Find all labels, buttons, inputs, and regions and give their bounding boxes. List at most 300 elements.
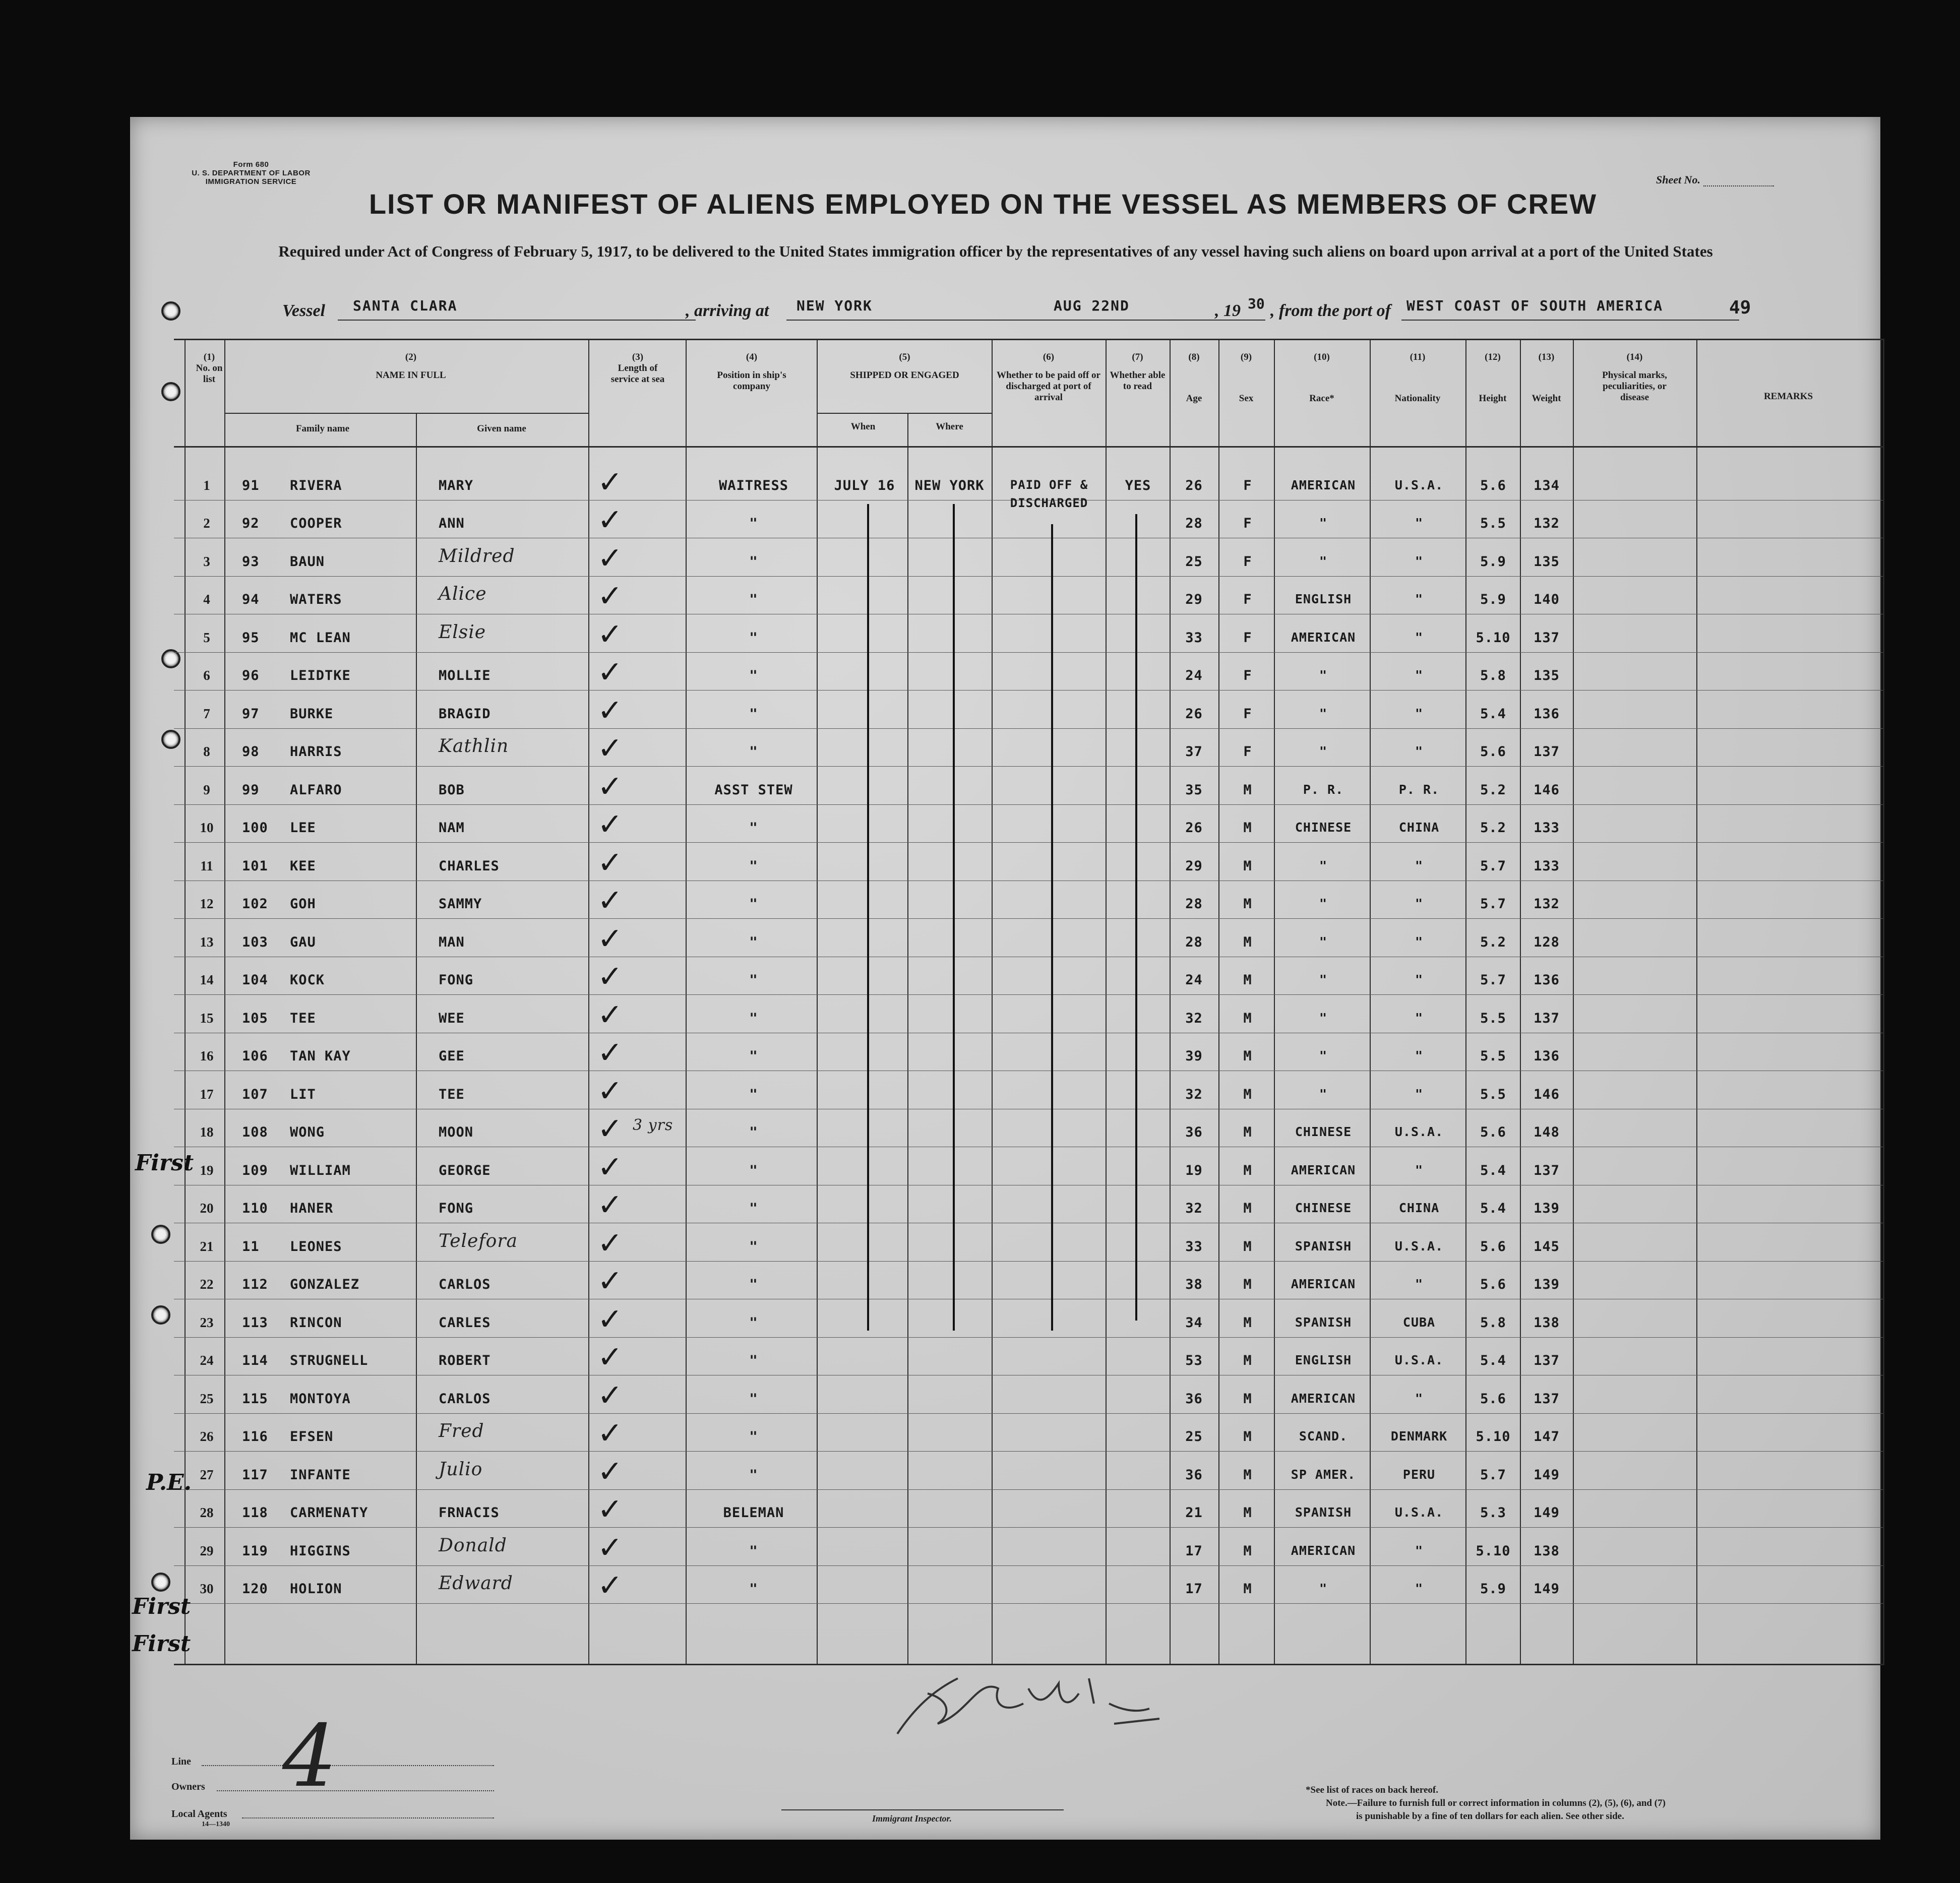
family-name: WATERS [290,592,342,607]
col-line [1106,340,1107,1664]
row-line-number: 6 [203,668,210,683]
given-name: MOLLIE [439,668,491,683]
nationality: " [1415,630,1424,645]
race: AMERICAN [1291,1391,1356,1406]
height: 5.7 [1480,858,1506,874]
service-check-icon: ✓ [597,579,624,614]
height: 5.4 [1480,1353,1506,1368]
col14-label: Physical marks, peculiarities, or disease [1602,370,1667,403]
page-subtitle: Required under Act of Congress of February 5, 1917, to be delivered to the United States immigration officer by the representatives of any vessel having such aliens on board upon arrival at a port of the United States [278,242,1713,260]
row-line-number: 3 [203,553,210,569]
height: 5.6 [1480,744,1506,760]
service-check-icon: ✓ [597,540,624,576]
service-check-icon: ✓ [597,1492,624,1527]
service-check-icon: ✓ [597,1416,624,1451]
height: 5.2 [1480,820,1506,836]
family-name: KEE [290,858,316,874]
col2-header [229,352,592,381]
family-name: GOH [290,896,316,912]
row-rule [174,1489,1883,1490]
family-name: LEIDTKE [290,668,351,683]
col-line [1170,340,1171,1664]
nationality: DENMARK [1390,1429,1448,1443]
given-name: Fred [439,1421,484,1441]
col11-num: (11) [1410,352,1426,362]
margin-note-30: First [132,1631,191,1657]
service-check-icon: ✓ [597,1111,624,1147]
given-name: BRAGID [439,706,491,722]
list-number: 98 [242,744,260,760]
weight: 137 [1534,1162,1560,1178]
height: 5.5 [1480,1048,1506,1064]
position: " [749,516,758,531]
service-check-icon: ✓ [597,464,624,500]
weight: 145 [1534,1238,1560,1254]
race: " [1319,1048,1328,1063]
given-name: MARY [439,477,474,493]
row-rule [174,1337,1883,1338]
sex: M [1243,782,1252,798]
sex: M [1243,1162,1252,1178]
family-name: BAUN [290,553,325,570]
sex: F [1243,592,1252,607]
sex: F [1243,630,1252,646]
race: SPANISH [1295,1505,1352,1520]
list-number: 113 [242,1314,268,1331]
paid-off-2: DISCHARGED [1010,495,1088,510]
sex: F [1243,706,1252,722]
list-number: 102 [242,896,268,912]
sheet-number-line [1703,175,1774,186]
sex: F [1243,744,1252,760]
age: 36 [1185,1124,1203,1140]
footer-form-code: 14—1340 [202,1821,230,1828]
weight: 137 [1534,630,1560,646]
col6-header [992,352,1106,403]
list-number: 115 [242,1391,268,1407]
row-line-number: 20 [200,1201,214,1216]
given-name: MAN [439,934,465,950]
col8-num: (8) [1188,352,1200,362]
list-number: 110 [242,1201,268,1216]
ditto-line-when [867,504,869,1331]
list-number: 112 [242,1277,268,1292]
col2b-label: Given name [477,423,526,434]
row-line-number: 24 [200,1353,214,1368]
height: 5.5 [1480,1086,1506,1102]
nationality: U.S.A. [1394,1505,1444,1520]
service-check-icon: ✓ [597,1187,624,1223]
col6-num: (6) [1043,352,1055,362]
footer-agents-label: Local Agents [171,1808,227,1819]
service-check-icon: ✓ [597,1149,624,1185]
given-name: WEE [439,1010,465,1026]
family-name: EFSEN [290,1429,334,1445]
row-rule [174,576,1883,577]
arriving-label: , arriving at [686,301,769,320]
family-name: LIT [290,1086,316,1102]
given-name: FONG [439,1201,474,1216]
race: " [1319,972,1328,987]
weight: 149 [1534,1581,1560,1597]
race: AMERICAN [1291,477,1356,492]
row-line-number: 15 [200,1010,214,1026]
age: 24 [1185,668,1203,683]
list-number: 95 [242,630,260,646]
height: 5.7 [1480,896,1506,912]
nationality: " [1415,516,1424,530]
service-length: 3 yrs [633,1116,673,1134]
inspector-signature [877,1658,1200,1759]
nationality: U.S.A. [1394,1238,1444,1253]
given-name: ROBERT [439,1353,491,1368]
position: " [749,1086,758,1102]
height: 5.8 [1480,668,1506,683]
row-line-number: 28 [200,1505,214,1520]
sex: F [1243,668,1252,683]
sex: M [1243,1505,1252,1521]
page-title: LIST OR MANIFEST OF ALIENS EMPLOYED ON THE VESSEL AS MEMBERS OF CREW [369,188,1598,220]
punch-hole [151,1573,170,1592]
year: 30 [1248,295,1265,312]
nationality: CUBA [1402,1314,1436,1330]
family-name: KOCK [290,972,325,988]
nationality: " [1415,1048,1424,1063]
col3-label: Length of service at sea [610,363,665,385]
service-check-icon: ✓ [597,1568,624,1603]
row-line-number: 2 [203,516,210,531]
list-number: 118 [242,1505,268,1521]
nationality: " [1415,706,1424,721]
position: BELEMAN [723,1505,784,1521]
col-line [817,340,818,1664]
col12-label: Height [1479,393,1507,404]
col2-label: NAME IN FULL [376,370,446,381]
from-port: WEST COAST OF SOUTH AMERICA [1401,297,1739,321]
age: 32 [1185,1201,1203,1216]
nationality: " [1415,1277,1424,1291]
col7-num: (7) [1132,352,1143,362]
position: " [749,668,758,683]
age: 26 [1185,706,1203,722]
arriving-port: NEW YORK [786,297,998,321]
given-name: CARLOS [439,1391,491,1407]
race: ENGLISH [1295,1353,1352,1367]
col4-header [687,352,817,392]
service-check-icon: ✓ [597,1225,624,1261]
margin-note-29: First [132,1594,191,1619]
col-line [588,340,589,1664]
nationality: CHINA [1398,820,1440,835]
nationality: " [1415,1581,1424,1596]
sex: M [1243,1010,1252,1026]
height: 5.7 [1480,1467,1506,1483]
weight: 128 [1534,934,1560,950]
nationality: " [1415,592,1424,606]
height: 5.2 [1480,782,1506,798]
col5-num: (5) [899,352,910,362]
position: " [749,1277,758,1292]
position: " [749,934,758,950]
race: SCAND. [1299,1429,1348,1443]
family-name: COOPER [290,516,342,531]
given-name: Donald [439,1535,507,1556]
row-line-number: 19 [200,1162,214,1178]
col-line [1465,340,1466,1664]
family-name: GAU [290,934,316,950]
position: " [749,1238,758,1254]
race: SPANISH [1295,1238,1352,1253]
weight: 139 [1534,1201,1560,1216]
weight: 135 [1534,553,1560,570]
race: " [1319,934,1328,949]
col8-label: Age [1186,393,1202,404]
race: CHINESE [1295,1201,1352,1215]
position: " [749,1581,758,1597]
nationality: " [1415,1010,1424,1025]
position: " [749,1429,758,1445]
age: 28 [1185,516,1203,531]
list-number: 96 [242,668,260,683]
given-name: CARLES [439,1314,491,1331]
race: P. R. [1303,782,1344,797]
name-subheader-line [224,413,588,414]
position: " [749,744,758,760]
row-line-number: 27 [200,1467,214,1482]
age: 34 [1185,1314,1203,1331]
race: " [1319,553,1328,569]
col10-header [1274,352,1370,404]
col-line [1520,340,1521,1664]
race: " [1319,668,1328,682]
row-rule [174,728,1883,729]
given-name: Alice [439,584,487,604]
nationality: U.S.A. [1394,1353,1444,1367]
col13-label: Weight [1532,393,1561,404]
age: 39 [1185,1048,1203,1064]
given-name: FRNACIS [439,1505,500,1521]
height: 5.5 [1480,1010,1506,1026]
row-line-number: 8 [203,744,210,759]
footer-handwritten-mark: 4 [282,1707,337,1806]
sex: M [1243,1353,1252,1368]
arrival-date: AUG 22ND [998,297,1265,321]
form-identifier [175,160,327,186]
given-name: ANN [439,516,465,531]
weight: 139 [1534,1277,1560,1292]
race: " [1319,516,1328,530]
position: " [749,1201,758,1216]
col2-num: (2) [405,352,417,362]
col-line [907,413,908,1664]
row-rule [174,1261,1883,1262]
height: 5.6 [1480,1391,1506,1407]
row-line-number: 9 [203,782,210,797]
family-name: HOLION [290,1581,342,1597]
given-name: Mildred [439,545,515,567]
list-number: 99 [242,782,260,798]
row-rule [174,1527,1883,1528]
col10-label: Race* [1309,393,1334,404]
position: " [749,1162,758,1178]
punch-hole [151,1225,170,1244]
form-number: Form 680 [233,160,269,169]
page-number: 49 [1729,297,1751,318]
col2a-label: Family name [295,423,350,434]
service-check-icon: ✓ [597,1073,624,1109]
service-check-icon: ✓ [597,1264,624,1299]
col-line [224,340,225,1664]
height: 5.6 [1480,1124,1506,1140]
service-check-icon: ✓ [597,1454,624,1489]
penalty-note-1: Note.—Failure to furnish full or correct information in columns (2), (5), (6), and (7) [1326,1798,1666,1808]
service-check-icon: ✓ [597,845,624,881]
weight: 137 [1534,1353,1560,1368]
weight: 138 [1534,1314,1560,1331]
col5a-label: When [850,421,876,432]
races-note: *See list of races on back hereof. [1306,1785,1438,1795]
row-line-number: 1 [203,477,210,493]
family-name: TAN KAY [290,1048,351,1064]
race: CHINESE [1295,820,1352,835]
race: AMERICAN [1291,1543,1356,1558]
row-line-number: 13 [200,934,214,950]
list-number: 109 [242,1162,268,1178]
height: 5.4 [1480,706,1506,722]
service-check-icon: ✓ [597,1301,624,1337]
col5b-label: Where [936,421,963,432]
ditto-line-where [953,504,955,1331]
family-name: STRUGNELL [290,1353,369,1368]
race: AMERICAN [1291,1162,1356,1177]
penalty-note-2: is punishable by a fine of ten dollars for each alien. See other side. [1356,1811,1624,1822]
nationality: " [1415,1391,1424,1406]
given-name: MOON [439,1124,474,1140]
sex: M [1243,1467,1252,1483]
shipped-where: NEW YORK [914,477,985,493]
row-rule [174,1603,1883,1604]
list-number: 108 [242,1124,268,1140]
height: 5.6 [1480,1277,1506,1292]
race: SP AMER. [1291,1467,1356,1482]
sex: F [1243,553,1252,570]
height: 5.7 [1480,972,1506,988]
col13-header [1520,352,1573,404]
col5-label: SHIPPED OR ENGAGED [850,370,959,381]
sex: M [1243,1124,1252,1140]
col-line [1880,340,1881,1664]
list-number: 11 [242,1238,260,1254]
nationality: CHINA [1398,1201,1440,1215]
row-line-number: 30 [200,1581,214,1596]
family-name: TEE [290,1010,316,1026]
form-dept: U. S. DEPARTMENT OF LABOR [192,169,311,177]
age: 35 [1185,782,1203,798]
row-rule [174,1413,1883,1414]
col10-num: (10) [1314,352,1330,362]
row-line-number: 11 [200,858,213,873]
family-name: LEE [290,820,316,836]
height: 5.3 [1480,1505,1506,1521]
col-line [1573,340,1574,1664]
vessel-line [282,295,1751,328]
vessel-name: SANTA CLARA [338,297,696,321]
row-line-number: 23 [200,1314,214,1330]
vessel-label: Vessel [282,301,325,320]
col-line [1218,340,1219,1664]
weight: 147 [1534,1429,1560,1445]
col8-header [1170,352,1218,404]
footer-owners-rule [217,1789,494,1791]
sex: M [1243,972,1252,988]
col4-label: Position in ship's company [717,370,786,392]
given-name: Julio [439,1459,483,1480]
footer-line-label: Line [171,1756,191,1767]
family-name: HANER [290,1201,334,1216]
sex: M [1243,1086,1252,1102]
family-name: HIGGINS [290,1543,351,1559]
position: " [749,1124,758,1140]
service-check-icon: ✓ [597,1530,624,1565]
race: " [1319,858,1328,873]
given-name: TEE [439,1086,465,1102]
given-name: CHARLES [439,858,500,874]
list-number: 105 [242,1010,268,1026]
sex: M [1243,858,1252,874]
col12-header [1465,352,1520,404]
col14-num: (14) [1626,352,1643,362]
sex: M [1243,1391,1252,1407]
position: " [749,630,758,646]
family-name: CARMENATY [290,1505,369,1521]
age: 32 [1185,1010,1203,1026]
service-check-icon: ✓ [597,503,624,538]
weight: 140 [1534,592,1560,607]
race: " [1319,1086,1328,1101]
row-line-number: 10 [200,820,214,835]
height: 5.4 [1480,1201,1506,1216]
sex: M [1243,1581,1252,1597]
row-line-number: 16 [200,1048,214,1063]
weight: 146 [1534,782,1560,798]
race: AMERICAN [1291,630,1356,645]
age: 25 [1185,1429,1203,1445]
nationality: " [1415,1543,1424,1558]
service-check-icon: ✓ [597,807,624,842]
col9-label: Sex [1239,393,1254,404]
list-number: 116 [242,1429,268,1445]
service-check-icon: ✓ [597,693,624,728]
age: 36 [1185,1391,1203,1407]
age: 33 [1185,1238,1203,1254]
weight: 134 [1534,477,1560,493]
col6-label: Whether to be paid off or discharged at port of arrival [997,370,1100,403]
weight: 132 [1534,516,1560,531]
col-line [1274,340,1275,1664]
age: 32 [1185,1086,1203,1102]
row-rule [174,804,1883,805]
position: " [749,858,758,874]
family-name: ALFARO [290,782,342,798]
col9-num: (9) [1240,352,1252,362]
sheet-label: Sheet No. [1656,173,1700,186]
height: 5.9 [1480,1581,1506,1597]
height: 5.6 [1480,477,1506,493]
col7-header [1106,352,1170,392]
given-name: FONG [439,972,474,988]
list-number: 100 [242,820,268,836]
age: 37 [1185,744,1203,760]
